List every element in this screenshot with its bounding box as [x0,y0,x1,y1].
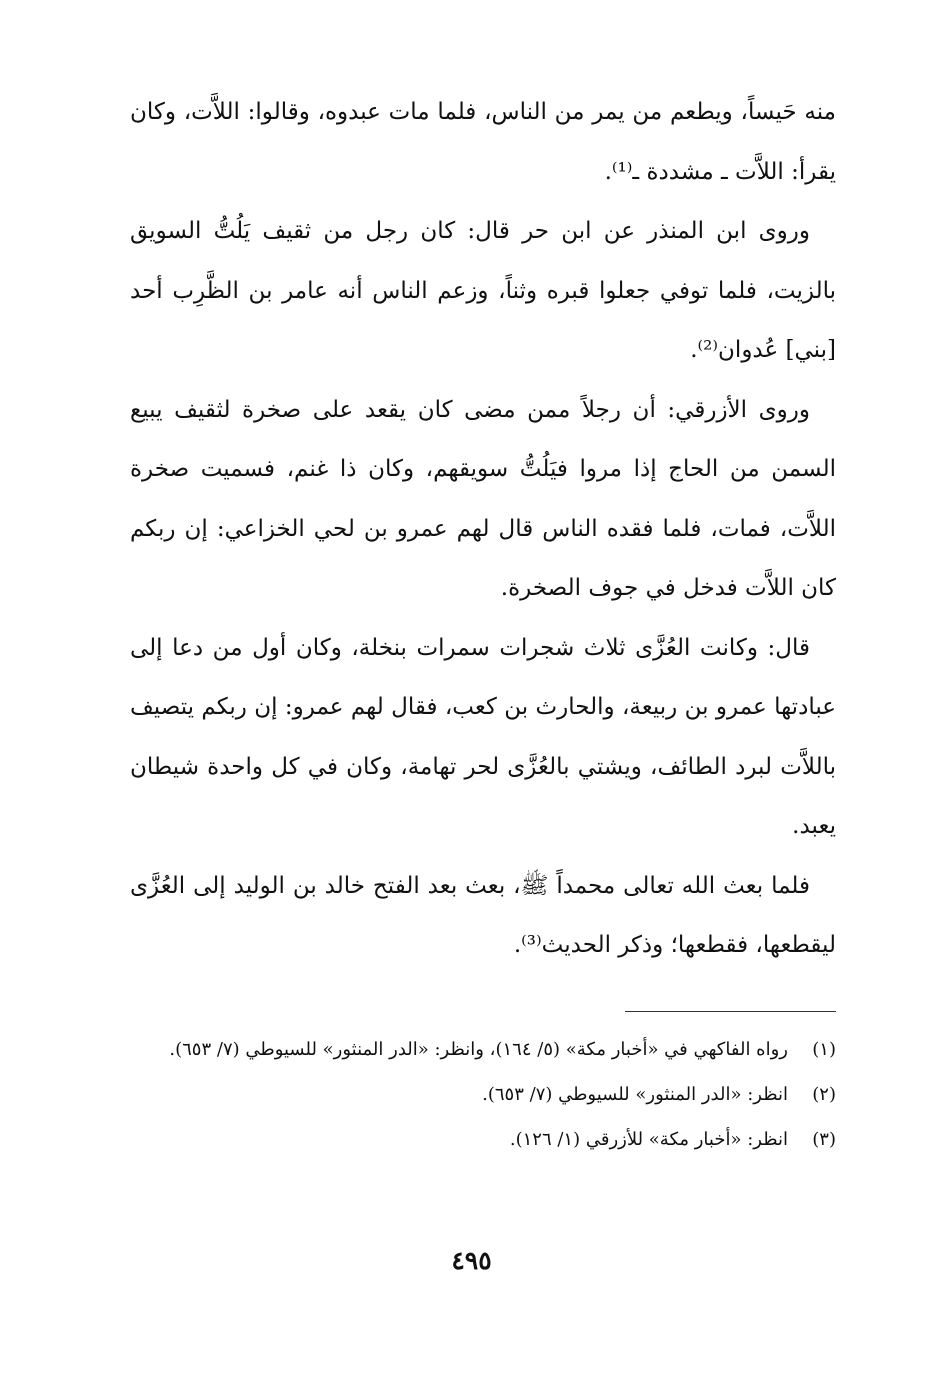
page-number: ٤٩٥ [451,1246,492,1275]
main-text [130,83,836,976]
footnote-3 [130,1122,836,1158]
footnote-text: انظر: «أخبار مكة» للأزرقي (١/ ١٢٦). [509,1129,788,1150]
footnotes [130,1032,836,1167]
footnote-number: (٢) [812,1084,836,1105]
footnote-2 [130,1077,836,1113]
footnote-text: انظر: «الدر المنثور» للسيوطي (٧/ ٦٥٣). [482,1084,788,1105]
paragraph-3: وروى الأزرقي: أن رجلاً ممن مضى كان يقعد على صخرة لثقيف يبيع السمن من الحاج إذا مروا فيَلُتُّ سويقهم، وكان ذا غنم، فسميت صخرة اللاَّت، فمات، فلما فقده الناس قال لهم عمرو بن لحي الخزاعي: إن ربكم كان اللاَّت فدخل في جوف الصخرة. [130,396,836,601]
footnote-number: (٣) [812,1129,836,1150]
paragraph-1: منه حَيساً، ويطعم من يمر من الناس، فلما مات عبدوه، وقالوا: اللاَّت، وكان يقرأ: اللاَّت ـ مشددة ـ⁽¹⁾. [130,99,836,185]
footnote-number: (١) [812,1039,836,1060]
paragraph-4: قال: وكانت العُزَّى ثلاث شجرات سمرات بنخلة، وكان أول من دعا إلى عبادتها عمرو بن ربيعة، والحارث بن كعب، فقال لهم عمرو: إن ربكم يتصيف باللاَّت لبرد الطائف، ويشتي بالعُزَّى لحر تهامة، وكان في كل واحدة شيطان يعبد. [130,634,836,839]
footnote-1 [130,1032,836,1068]
footnote-divider [625,1011,836,1012]
paragraph-2: وروى ابن المنذر عن ابن حر قال: كان رجل من ثقيف يَلُتُّ السويق بالزيت، فلما توفي جعلوا قبره وثناً، وزعم الناس أنه عامر بن الظَّرِب أحد [بني] عُدوان⁽²⁾. [130,218,836,363]
paragraph-5: فلما بعث الله تعالى محمداً ﷺ، بعث بعد الفتح خالد بن الوليد إلى العُزَّى ليقطعها، فقطعها؛ وذكر الحديث⁽³⁾. [130,872,836,958]
footnote-text: رواه الفاكهي في «أخبار مكة» (٥/ ١٦٤)، وانظر: «الدر المنثور» للسيوطي (٧/ ٦٥٣). [169,1039,788,1060]
